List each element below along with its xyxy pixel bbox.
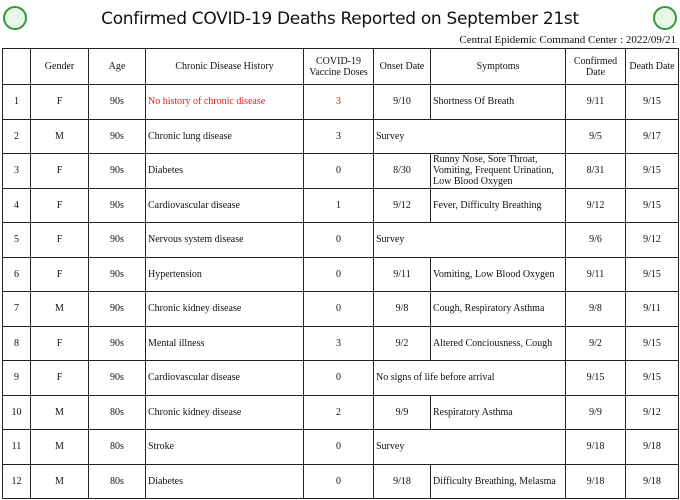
- cell-confirmed: 9/18: [566, 464, 626, 499]
- cell-death: 9/18: [626, 430, 679, 465]
- cell-symptoms: Respiratory Asthma: [431, 395, 566, 430]
- cell-age: 90s: [89, 154, 146, 189]
- cell-age: 80s: [89, 395, 146, 430]
- cell-gender: M: [31, 430, 89, 465]
- cell-onset: 9/11: [374, 257, 431, 292]
- cell-doses: 0: [304, 430, 374, 465]
- cell-history: Hypertension: [146, 257, 304, 292]
- cell-doses: 1: [304, 188, 374, 223]
- table-row: [3, 361, 679, 396]
- cell-history: Stroke: [146, 430, 304, 465]
- column-header: Chronic Disease History: [146, 49, 304, 85]
- cell-age: 80s: [89, 464, 146, 499]
- cell-doses: 2: [304, 395, 374, 430]
- source-date: Central Epidemic Command Center : 2022/09/21: [459, 34, 676, 46]
- cell-death: 9/15: [626, 361, 679, 396]
- cell-history: Diabetes: [146, 154, 304, 189]
- table-row: [3, 85, 679, 120]
- cell-confirmed: 9/8: [566, 292, 626, 327]
- cell-gender: F: [31, 257, 89, 292]
- cell-age: 80s: [89, 430, 146, 465]
- cell-merged: Survey: [374, 430, 566, 465]
- cell-history: Cardiovascular disease: [146, 188, 304, 223]
- cell-death: 9/18: [626, 464, 679, 499]
- cell-no: 3: [3, 154, 31, 189]
- cell-death: 9/17: [626, 119, 679, 154]
- cell-death: 9/12: [626, 395, 679, 430]
- cell-doses: 3: [304, 119, 374, 154]
- cell-confirmed: 8/31: [566, 154, 626, 189]
- cell-history: Diabetes: [146, 464, 304, 499]
- column-header: [3, 49, 31, 85]
- cell-age: 90s: [89, 223, 146, 258]
- cell-symptoms: Difficulty Breathing, Melasma: [431, 464, 566, 499]
- cell-age: 90s: [89, 361, 146, 396]
- column-header: Symptoms: [431, 49, 566, 85]
- cell-confirmed: 9/5: [566, 119, 626, 154]
- cell-confirmed: 9/11: [566, 257, 626, 292]
- cell-age: 90s: [89, 257, 146, 292]
- cell-symptoms: Runny Nose, Sore Throat, Vomiting, Frequent Urination, Low Blood Oxygen: [431, 154, 566, 189]
- column-header: Death Date: [626, 49, 679, 85]
- cell-onset: 9/9: [374, 395, 431, 430]
- cell-doses: 0: [304, 464, 374, 499]
- cell-onset: 9/8: [374, 292, 431, 327]
- cell-merged: Survey: [374, 223, 566, 258]
- cell-no: 11: [3, 430, 31, 465]
- table-row: [3, 257, 679, 292]
- cell-age: 90s: [89, 85, 146, 120]
- cell-gender: F: [31, 223, 89, 258]
- cell-gender: F: [31, 85, 89, 120]
- column-header: COVID-19 Vaccine Doses: [304, 49, 374, 85]
- cell-onset: 8/30: [374, 154, 431, 189]
- cell-doses: 0: [304, 361, 374, 396]
- header-row: [3, 49, 679, 85]
- cell-confirmed: 9/9: [566, 395, 626, 430]
- cell-gender: F: [31, 188, 89, 223]
- cell-confirmed: 9/12: [566, 188, 626, 223]
- cell-death: 9/15: [626, 85, 679, 120]
- table-row: [3, 154, 679, 189]
- cell-history: Cardiovascular disease: [146, 361, 304, 396]
- table-row: [3, 430, 679, 465]
- table-row: [3, 326, 679, 361]
- cell-confirmed: 9/18: [566, 430, 626, 465]
- cell-onset: 9/12: [374, 188, 431, 223]
- cell-no: 10: [3, 395, 31, 430]
- cell-history: Nervous system disease: [146, 223, 304, 258]
- cell-symptoms: Cough, Respiratory Asthma: [431, 292, 566, 327]
- cell-confirmed: 9/11: [566, 85, 626, 120]
- cell-symptoms: Vomiting, Low Blood Oxygen: [431, 257, 566, 292]
- column-header: Onset Date: [374, 49, 431, 85]
- cell-symptoms: Altered Conciousness, Cough: [431, 326, 566, 361]
- cell-history: Chronic kidney disease: [146, 292, 304, 327]
- column-header: Age: [89, 49, 146, 85]
- cell-symptoms: Shortness Of Breath: [431, 85, 566, 120]
- cell-gender: M: [31, 119, 89, 154]
- cell-age: 90s: [89, 119, 146, 154]
- deaths-table: [2, 48, 679, 499]
- cell-onset: 9/10: [374, 85, 431, 120]
- cell-history: No history of chronic disease: [146, 85, 304, 120]
- cell-history: Chronic kidney disease: [146, 395, 304, 430]
- cell-no: 1: [3, 85, 31, 120]
- cell-no: 7: [3, 292, 31, 327]
- cell-doses: 0: [304, 154, 374, 189]
- cell-death: 9/15: [626, 188, 679, 223]
- cell-age: 90s: [89, 188, 146, 223]
- column-header: Confirmed Date: [566, 49, 626, 85]
- cell-doses: 0: [304, 223, 374, 258]
- cell-history: Chronic lung disease: [146, 119, 304, 154]
- cell-age: 90s: [89, 326, 146, 361]
- cell-age: 90s: [89, 292, 146, 327]
- cell-no: 2: [3, 119, 31, 154]
- table-row: [3, 223, 679, 258]
- cell-gender: F: [31, 361, 89, 396]
- cell-gender: F: [31, 154, 89, 189]
- cell-confirmed: 9/6: [566, 223, 626, 258]
- cell-no: 8: [3, 326, 31, 361]
- cell-doses: 0: [304, 292, 374, 327]
- cell-history: Mental illness: [146, 326, 304, 361]
- table-row: [3, 292, 679, 327]
- cell-death: 9/11: [626, 292, 679, 327]
- cell-death: 9/12: [626, 223, 679, 258]
- table-row: [3, 188, 679, 223]
- cell-no: 5: [3, 223, 31, 258]
- cell-no: 4: [3, 188, 31, 223]
- cell-onset: 9/18: [374, 464, 431, 499]
- cell-doses: 0: [304, 257, 374, 292]
- cell-no: 9: [3, 361, 31, 396]
- cell-doses: 3: [304, 85, 374, 120]
- cell-death: 9/15: [626, 154, 679, 189]
- cell-onset: 9/2: [374, 326, 431, 361]
- cell-gender: F: [31, 326, 89, 361]
- page-title: Confirmed COVID-19 Deaths Reported on September 21st: [101, 9, 579, 29]
- cell-doses: 3: [304, 326, 374, 361]
- table-row: [3, 119, 679, 154]
- table-row: [3, 395, 679, 430]
- cell-gender: M: [31, 464, 89, 499]
- cell-no: 6: [3, 257, 31, 292]
- column-header: Gender: [31, 49, 89, 85]
- cell-merged: Survey: [374, 119, 566, 154]
- cell-symptoms: Fever, Difficulty Breathing: [431, 188, 566, 223]
- cell-death: 9/15: [626, 257, 679, 292]
- cell-confirmed: 9/15: [566, 361, 626, 396]
- cell-death: 9/15: [626, 326, 679, 361]
- cell-merged: No signs of life before arrival: [374, 361, 566, 396]
- cell-no: 12: [3, 464, 31, 499]
- table-row: [3, 464, 679, 499]
- cell-gender: M: [31, 395, 89, 430]
- cell-gender: M: [31, 292, 89, 327]
- cell-confirmed: 9/2: [566, 326, 626, 361]
